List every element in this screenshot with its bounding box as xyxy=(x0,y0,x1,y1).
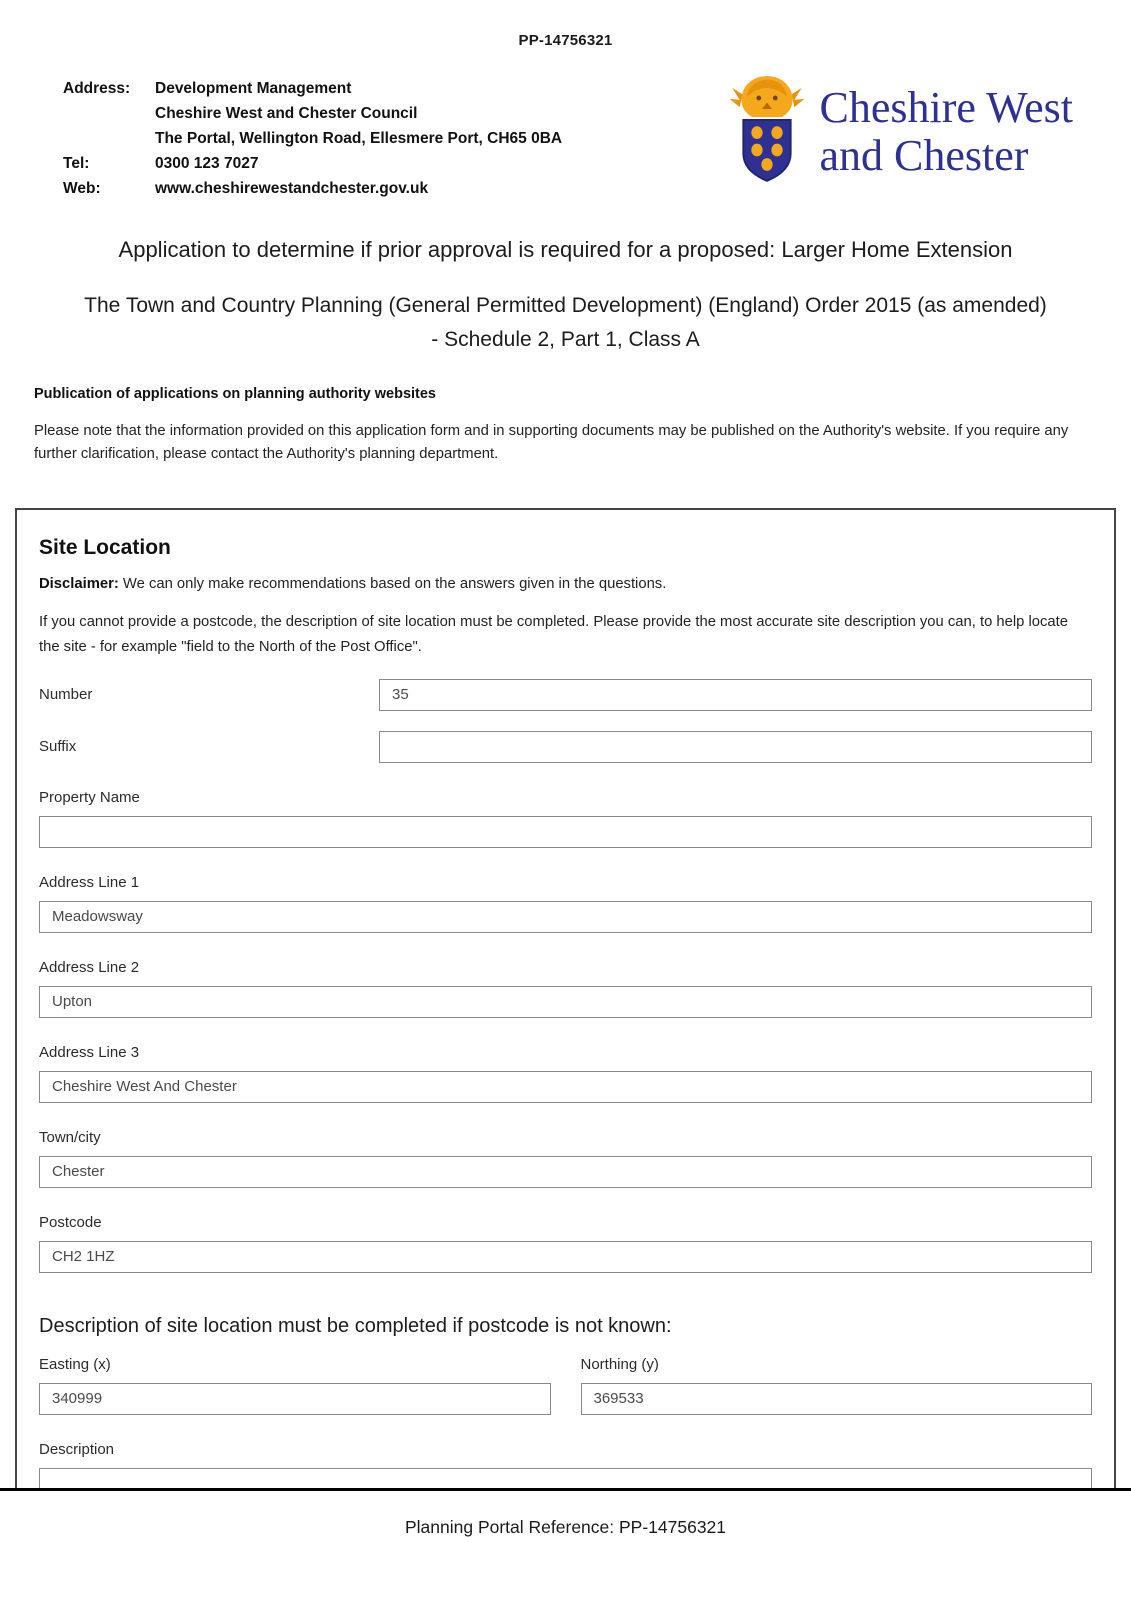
description-section-heading: Description of site location must be completed if postcode is not known: xyxy=(39,1314,672,1337)
postcode-input[interactable] xyxy=(39,1241,1092,1273)
logo-line-2: and Chester xyxy=(819,130,1029,180)
letterhead xyxy=(0,49,1131,201)
property-name-label: Property Name xyxy=(39,788,140,806)
easting-label: Easting (x) xyxy=(39,1355,111,1373)
disclaimer-label: Disclaimer: xyxy=(39,576,119,593)
address-label: Address: xyxy=(63,80,131,97)
number-input[interactable] xyxy=(379,679,1092,711)
disclaimer-text: We can only make recommendations based on the answers given in the questions. xyxy=(122,576,667,593)
address-line-3: The Portal, Wellington Road, Ellesmere Port, CH65 0BA xyxy=(155,130,563,148)
address-line-1-input[interactable] xyxy=(39,901,1092,933)
council-logo-text xyxy=(820,84,1074,179)
suffix-input[interactable] xyxy=(379,731,1092,763)
easting-input[interactable] xyxy=(39,1383,551,1415)
publication-heading: Publication of applications on planning authority websites xyxy=(34,386,436,403)
spacer xyxy=(63,102,155,126)
field-row-easting xyxy=(39,1356,551,1415)
postcode-label: Postcode xyxy=(39,1213,102,1231)
description-label: Description xyxy=(39,1440,115,1458)
address-line-2: Cheshire West and Chester Council xyxy=(155,105,418,123)
northing-input[interactable] xyxy=(581,1383,1093,1415)
council-logo xyxy=(726,73,1074,190)
web-value: www.cheshirewestandchester.gov.uk xyxy=(155,180,429,198)
application-title: Application to determine if prior approval is required for a proposed: Larger Home Extension xyxy=(118,237,1013,263)
property-name-input[interactable] xyxy=(39,816,1092,848)
address-line-3-input[interactable] xyxy=(39,1071,1092,1103)
address-line-2-label: Address Line 2 xyxy=(39,958,140,976)
coordinates-row xyxy=(39,1356,1092,1415)
site-location-section xyxy=(15,508,1116,1488)
field-row-postcode xyxy=(39,1214,1092,1273)
field-row-address-line-2 xyxy=(39,959,1092,1018)
council-crest-icon xyxy=(726,73,808,190)
tel-value: 0300 123 7027 xyxy=(155,155,259,173)
site-location-intro: If you cannot provide a postcode, the description of site location must be completed. Please provide the most accurate site description you can, to help locate the site - for example "field to the North of the Post Office". xyxy=(39,614,1068,655)
northing-label: Northing (y) xyxy=(580,1355,659,1373)
web-label: Web: xyxy=(63,180,101,198)
spacer xyxy=(63,127,155,151)
field-row-address-line-3 xyxy=(39,1044,1092,1103)
application-subtitle: The Town and Country Planning (General Permitted Development) (England) Order 2015 (as amended) - Schedule 2, Part 1, Class A xyxy=(84,294,1047,351)
reference-header: PP-14756321 xyxy=(518,32,613,49)
number-label: Number xyxy=(39,686,93,704)
field-row-northing xyxy=(581,1356,1093,1415)
address-line-1: Development Management xyxy=(155,80,352,97)
field-row-description xyxy=(39,1441,1092,1488)
field-row-number xyxy=(39,679,1092,711)
town-city-label: Town/city xyxy=(39,1128,101,1146)
field-row-address-line-1 xyxy=(39,874,1092,933)
address-line-2-input[interactable] xyxy=(39,986,1092,1018)
contact-block xyxy=(63,77,562,201)
field-row-suffix xyxy=(39,731,1092,763)
footer-reference: Planning Portal Reference: PP-14756321 xyxy=(404,1517,727,1537)
field-row-town-city xyxy=(39,1129,1092,1188)
description-input[interactable] xyxy=(39,1468,1092,1488)
field-row-property-name xyxy=(39,789,1092,848)
publication-body: Please note that the information provided on this application form and in supporting documents may be published on the Authority's website. If you require any further clarification, please contact the Authority's planning department. xyxy=(34,423,1069,463)
tel-label: Tel: xyxy=(63,155,90,173)
disclaimer xyxy=(39,576,1092,592)
site-location-heading: Site Location xyxy=(39,536,171,560)
logo-line-1: Cheshire West xyxy=(819,82,1073,132)
town-city-input[interactable] xyxy=(39,1156,1092,1188)
address-line-3-label: Address Line 3 xyxy=(39,1043,140,1061)
suffix-label: Suffix xyxy=(39,738,77,756)
address-line-1-label: Address Line 1 xyxy=(39,873,140,891)
